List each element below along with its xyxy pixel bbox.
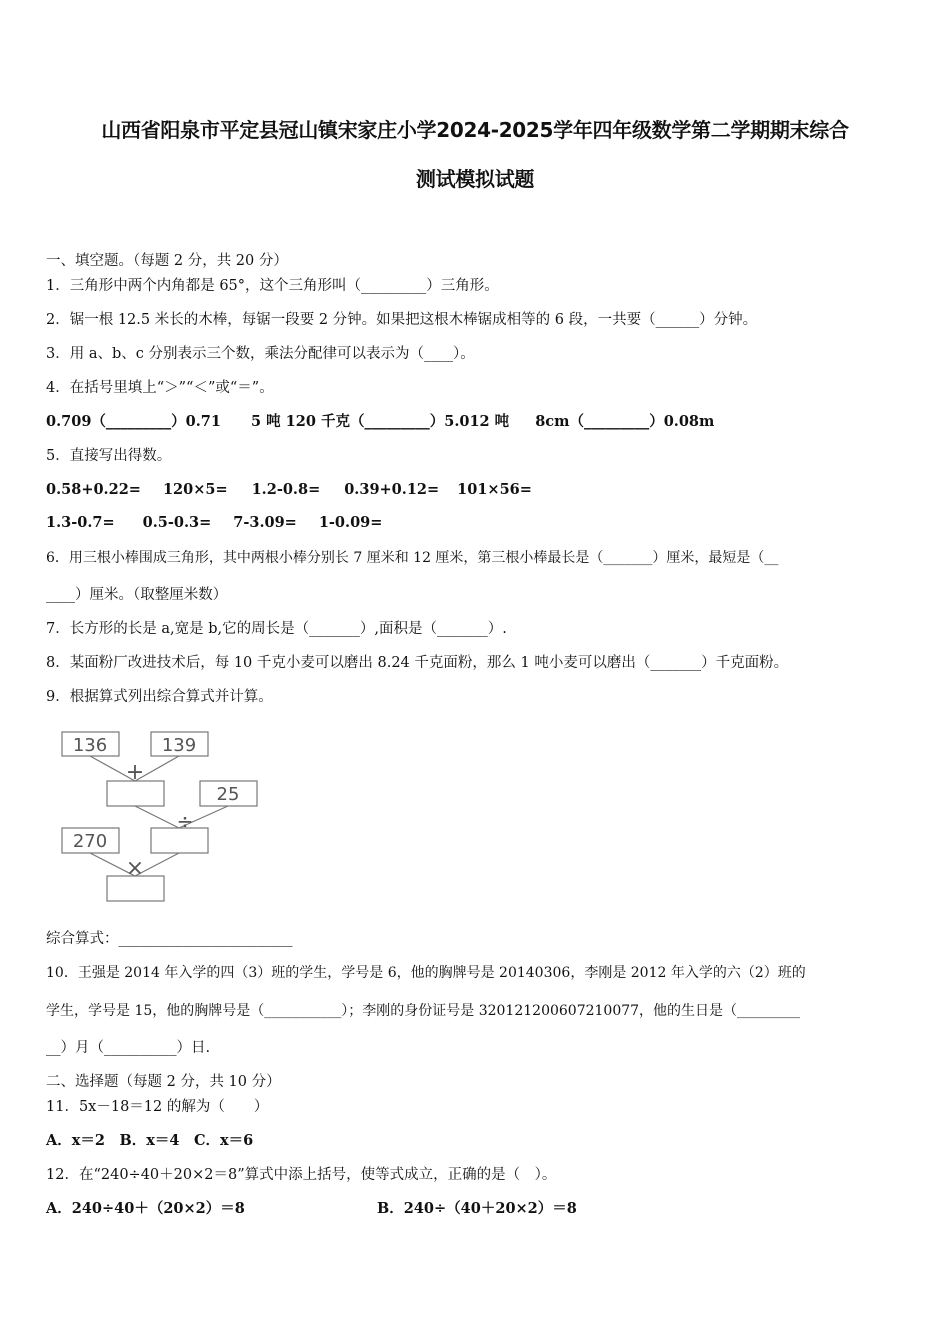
question-5: 5．直接写出得数。 [46,448,172,464]
q4-item-3: 8cm（_________）0.08m [535,413,715,430]
question-12-option-a: A．240÷40＋（20×2）＝8 [46,1200,245,1217]
multiply-operator: × [125,856,145,881]
calc-item: 120×5= [162,481,228,498]
calc-item: 0.5-0.3= [142,514,212,531]
question-8: 8．某面粉厂改进技术后，每 10 千克小麦可以磨出 8.24 千克面粉，那么 1 吨小麦可以磨出（_______）千克面粉。 [46,655,789,671]
question-7: 7．长方形的长是 a,宽是 b,它的周长是（_______）,面积是（_______）. [46,621,507,637]
section2-heading: 二、选择题（每题 2 分，共 10 分） [46,1074,281,1090]
question-6-line1: 6．用三根小棒围成三角形，其中两根小棒分别长 7 厘米和 12 厘米，第三根小棒最长是（_______）厘米，最短是（__ [46,550,779,566]
question-10-line3: __）月（__________）日. [46,1040,211,1056]
question-12: 12．在“240÷40＋20×2＝8”算式中添上括号，使等式成立，正确的是（ ）。 [46,1167,557,1183]
question-10-line1: 10．王强是 2014 年入学的四（3）班的学生，学号是 6，他的胸牌号是 20140306，李刚是 2012 年入学的六（2）班的 [46,965,806,981]
question-10-line2: 学生，学号是 15，他的胸牌号是（___________）；李刚的身份证号是 320121200607210077，他的生日是（_________ [46,1003,801,1019]
divide-operator: ÷ [176,809,194,833]
calc-item: 1.3-0.7= [46,514,115,531]
diagram-number-136: 136 [72,735,108,756]
q4-item-2: 5 吨 120 千克（_________）5.012 吨 [250,413,510,430]
question-11: 11．5x－18＝12 的解为（ ） [46,1099,269,1115]
calc-item: 1.2-0.8= [251,481,321,498]
question-11-options: A．x＝2 B．x＝4 C．x＝6 [46,1132,254,1149]
calc-item: 0.39+0.12= [344,481,440,498]
page-title-line2: 测试模拟试题 [415,167,535,191]
question-3: 3．用 a、b、c 分别表示三个数，乘法分配律可以表示为（____）。 [46,346,475,362]
diagram-number-25: 25 [216,784,240,805]
question-4: 4．在括号里填上“＞”“＜”或“＝”。 [46,380,274,396]
page-title-line1: 山西省阳泉市平定县冠山镇宋家庄小学2024-2025学年四年级数学第二学期期末综合 [101,118,849,142]
calc-item: 0.58+0.22= [46,481,141,498]
question-4-items [46,412,714,432]
plus-operator: + [125,760,145,785]
diagram-number-270: 270 [72,831,108,852]
section1-heading: 一、填空题。（每题 2 分，共 20 分） [46,253,288,269]
question-5-row1 [46,480,532,500]
calc-item: 7-3.09= [233,514,297,531]
calculation-flow-diagram [58,728,268,908]
question-5-row2 [46,513,382,533]
question-6-line2: ____）厘米。（取整厘米数） [46,587,228,603]
q4-item-1: 0.709（_________）0.71 [46,413,221,430]
question-9-answer: 综合算式：________________________ [46,931,293,947]
calc-item: 1-0.09= [318,514,383,531]
calc-item: 101×56= [457,481,532,498]
question-2: 2．锯一根 12.5 米长的木棒，每锯一段要 2 分钟。如果把这根木棒锯成相等的 6 段，一共要（______）分钟。 [46,312,758,328]
diagram-number-139: 139 [161,735,197,756]
question-9: 9．根据算式列出综合算式并计算。 [46,689,273,705]
question-12-option-b: B．240÷（40＋20×2）＝8 [377,1200,577,1217]
question-1: 1．三角形中两个内角都是 65°，这个三角形叫（_________）三角形。 [46,278,499,294]
